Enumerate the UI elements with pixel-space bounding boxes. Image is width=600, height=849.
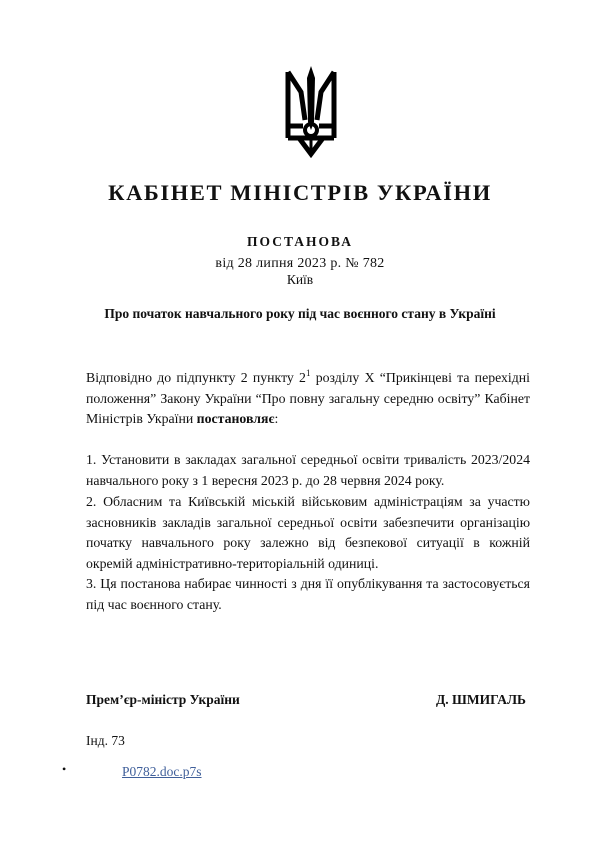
preamble-bold: постановляє	[196, 411, 275, 426]
preamble-text-1: Відповідно до підпункту 2 пункту 2	[86, 370, 306, 385]
document-type: ПОСТАНОВА	[247, 234, 353, 249]
preamble-superscript: 1	[305, 368, 311, 378]
preamble-text-2: розділу X “Прикінцеві та перехідні положення” Закону України “Про повну загальну середню освіту” Кабінет Міністрів України	[86, 370, 530, 426]
date-and-number: від 28 липня 2023 р. № 782	[215, 256, 385, 271]
item-2: 2. Обласним та Київській міській військовим адміністраціям за участю засновників закладів загальної середньої освіти забезпечити організацію початку навчального року залежно від безпекової ситуації в кожній окремій адміністративно-територіальній одиниці.	[86, 494, 530, 571]
preamble-end: :	[274, 411, 279, 426]
list-bullet: •	[62, 762, 67, 776]
item-3: 3. Ця постанова набирає чинності з дня її опублікування та застосовується під час воєнного стану.	[86, 576, 530, 612]
signature-position: Прем’єр-міністр України	[86, 692, 240, 707]
index-number: Інд. 73	[86, 733, 125, 748]
city: Київ	[286, 272, 314, 287]
document-title: Про початок навчального року під час воєнного стану в Україні	[104, 306, 496, 321]
attachment-link[interactable]: P0782.doc.p7s	[122, 764, 202, 779]
signature-name: Д. ШМИГАЛЬ	[436, 692, 526, 707]
trident-coat-of-arms-icon	[283, 64, 339, 158]
preamble-paragraph	[86, 368, 530, 430]
item-1: 1. Установити в закладах загальної середньої освіти тривалість 2023/2024 навчального року з 1 вересня 2023 р. до 28 червня 2024 року.	[86, 452, 530, 488]
organization-heading: КАБІНЕТ МІНІСТРІВ УКРАЇНИ	[108, 180, 492, 205]
